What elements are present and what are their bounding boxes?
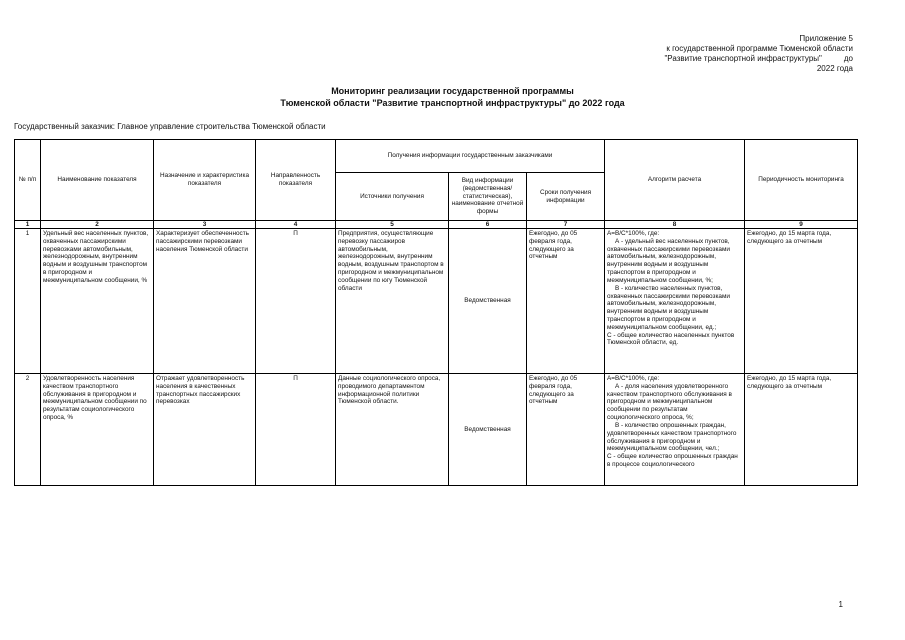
indicator-name: Удовлетворенность населения качеством транспортного обслуживания в пригородном и межмуниципальном сообщении по результатам социологического опроса, % (41, 374, 154, 486)
indicator-purpose: Характеризует обеспеченность пассажирскими перевозками населения Тюменской области (154, 229, 256, 374)
header-name: Наименование показателя (41, 140, 154, 221)
col-number: 5 (336, 221, 449, 229)
calc-algorithm (605, 229, 745, 374)
info-sources: Данные социологического опроса, проводимого департаментом информационной политики Тюменской области. (336, 374, 449, 486)
info-terms: Ежегодно, до 05 февраля года, следующего за отчетным (527, 229, 605, 374)
appendix-line-1: Приложение 5 (799, 34, 853, 43)
header-periodicity: Периодичность мониторинга (745, 140, 858, 221)
algorithm-formula: А=В/С*100%, где: (607, 375, 660, 382)
appendix-program-name: "Развитие транспортной инфраструктуры" (664, 54, 822, 63)
algorithm-line: С - общее количество опрошенных граждан в процессе социологического (607, 453, 738, 468)
appendix-note (664, 34, 853, 74)
header-info-type: Вид информации (ведомственная/ статистическая), наименование отчетной формы (449, 173, 527, 221)
algorithm-line: А - удельный вес населенных пунктов, охваченных пассажирскими перевозками автомобильным, железнодорожным, внутренним водным и воздушным транспортом в пригородном и межмуниципальном сообщении, %; (607, 237, 730, 284)
header-sources: Источники получения (336, 173, 449, 221)
col-number: 2 (41, 221, 154, 229)
monitoring-table (14, 139, 858, 486)
state-customer: Государственный заказчик: Главное управление строительства Тюменской области (14, 122, 326, 131)
row-num: 2 (15, 374, 41, 486)
info-sources: Предприятия, осуществляющие перевозку пассажиров автомобильным, железнодорожным, внутренним водным, воздушным транспортом в пригородном и межмуниципальном сообщении по югу Тюменской области (336, 229, 449, 374)
header-num: № п/п (15, 140, 41, 221)
monitoring-periodicity: Ежегодно, до 15 марта года, следующего за отчетным (745, 229, 858, 374)
title-line-2: Тюменской области "Развитие транспортной инфраструктуры" до 2022 года (280, 97, 625, 108)
col-number: 4 (256, 221, 336, 229)
appendix-line-4: 2022 года (816, 64, 853, 73)
header-direction: Направленность показателя (256, 140, 336, 221)
col-number: 7 (527, 221, 605, 229)
info-terms: Ежегодно, до 05 февраля года, следующего за отчетным (527, 374, 605, 486)
appendix-line-3 (664, 54, 853, 64)
indicator-name: Удельный вес населенных пунктов, охваченных пассажирскими перевозками автомобильным, железнодорожным, внутренним водным и воздушным транспортом в пригородном и межмуниципальном сообщении, % (41, 229, 154, 374)
col-number: 1 (15, 221, 41, 229)
row-num: 1 (15, 229, 41, 374)
info-type: Ведомственная (449, 374, 527, 486)
algorithm-line: В - количество населенных пунктов, охваченных пассажирскими перевозками автомобильным, железнодорожным, внутренним водным и воздушным транспортом в пригородном и межмуниципальном сообщении, ед.; (607, 284, 730, 331)
table-row (15, 374, 858, 486)
header-purpose: Назначение и характеристика показателя (154, 140, 256, 221)
header-info-group: Получения информации государственным заказчиками (336, 140, 605, 173)
algorithm-line: А - доля населения удовлетворенного качеством транспортного обслуживания в пригородном и межмуниципальном сообщении по результатам социологического опроса, %; (607, 382, 732, 422)
col-number: 9 (745, 221, 858, 229)
col-number: 3 (154, 221, 256, 229)
title-line-1: Мониторинг реализации государственной программы (331, 86, 574, 96)
indicator-purpose: Отражает удовлетворенность населения в качественных транспортных пассажирских перевозках (154, 374, 256, 486)
table-row (15, 229, 858, 374)
algorithm-line: В - количество опрошенных граждан, удовлетворенных качеством транспортного обслуживания в пригородном и межмуниципальном сообщении, чел.; (607, 421, 737, 453)
appendix-line-2: к государственной программе Тюменской области (666, 44, 853, 53)
appendix-until: до (843, 54, 853, 63)
monitoring-periodicity: Ежегодно, до 15 марта года, следующего за отчетным (745, 374, 858, 486)
page-number: 1 (838, 600, 843, 609)
algorithm-line: С - общее количество населенных пунктов Тюменской области, ед. (607, 331, 735, 347)
column-numbers-row (15, 221, 858, 229)
col-number: 6 (449, 221, 527, 229)
info-type: Ведомственная (449, 229, 527, 374)
algorithm-formula: А=В/С*100%, где: (607, 230, 660, 237)
header-terms: Сроки получения информации (527, 173, 605, 221)
document-title (0, 86, 905, 109)
header-algorithm: Алгоритм расчета (605, 140, 745, 221)
indicator-direction: П (256, 374, 336, 486)
col-number: 8 (605, 221, 745, 229)
calc-algorithm (605, 374, 745, 486)
indicator-direction: П (256, 229, 336, 374)
